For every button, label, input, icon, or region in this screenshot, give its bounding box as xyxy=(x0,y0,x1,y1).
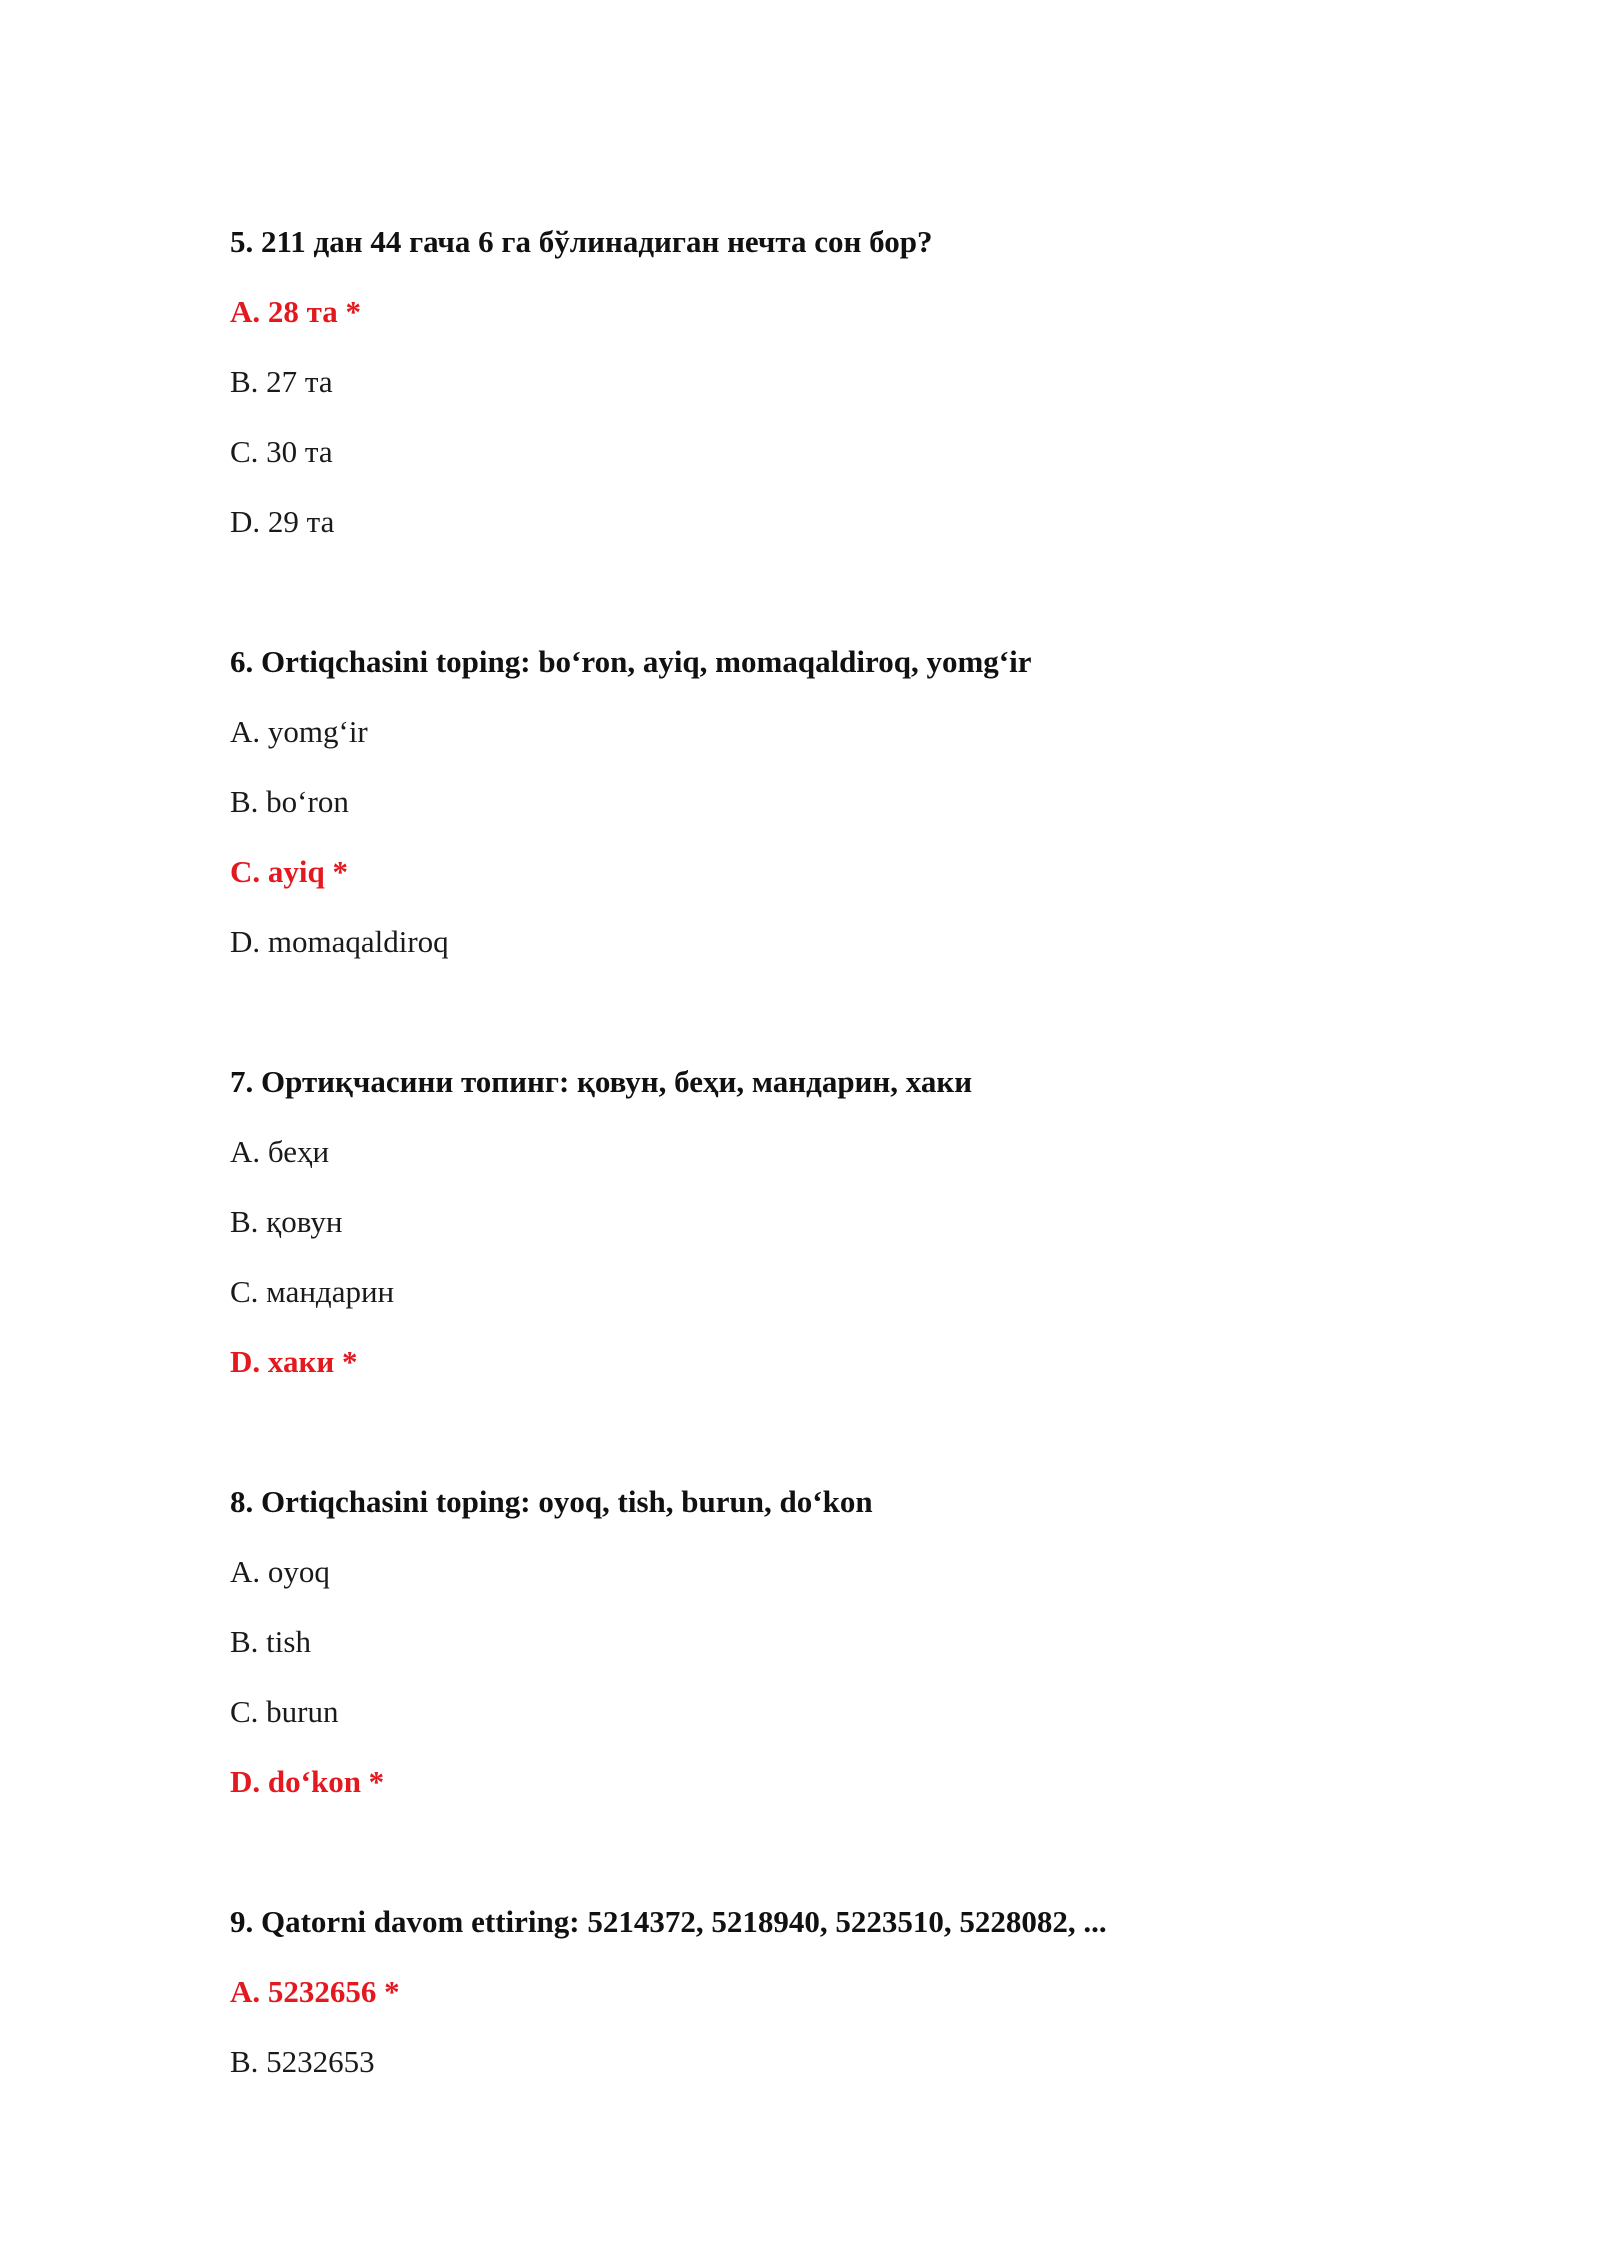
answer-option: B. қовун xyxy=(230,1204,343,1239)
question-title: 5. 211 дан 44 гача 6 га бўлинадиган нечта сон бор? xyxy=(230,224,933,259)
answer-option: C. мандарин xyxy=(230,1274,395,1309)
answer-option: D. momaqaldiroq xyxy=(230,924,449,959)
answer-option: B. tish xyxy=(230,1624,311,1659)
document-page xyxy=(230,0,1430,2262)
answer-option: B. bo‘ron xyxy=(230,784,349,819)
answer-option-correct: A. 5232656 * xyxy=(230,1974,400,2009)
answer-option: D. 29 та xyxy=(230,504,335,539)
answer-option: B. 27 та xyxy=(230,364,333,399)
answer-option: A. oyoq xyxy=(230,1554,330,1589)
answer-option-correct: C. ayiq * xyxy=(230,854,348,889)
answer-option: C. 30 та xyxy=(230,434,333,469)
answer-option-correct: D. do‘kon * xyxy=(230,1764,385,1799)
question-title: 8. Ortiqchasini toping: oyoq, tish, burun, do‘kon xyxy=(230,1484,873,1519)
question-title: 7. Ортиқчасини топинг: қовун, беҳи, мандарин, хаки xyxy=(230,1064,973,1099)
answer-option: A. yomg‘ir xyxy=(230,714,368,749)
answer-option-correct: D. хаки * xyxy=(230,1344,358,1379)
question-title: 9. Qatorni davom ettiring: 5214372, 5218940, 5223510, 5228082, ... xyxy=(230,1904,1107,1939)
question-title: 6. Ortiqchasini toping: bo‘ron, ayiq, momaqaldiroq, yomg‘ir xyxy=(230,644,1032,679)
answer-option: A. беҳи xyxy=(230,1134,330,1169)
answer-option: B. 5232653 xyxy=(230,2044,375,2079)
answer-option-correct: A. 28 та * xyxy=(230,294,361,329)
answer-option: C. burun xyxy=(230,1694,339,1729)
